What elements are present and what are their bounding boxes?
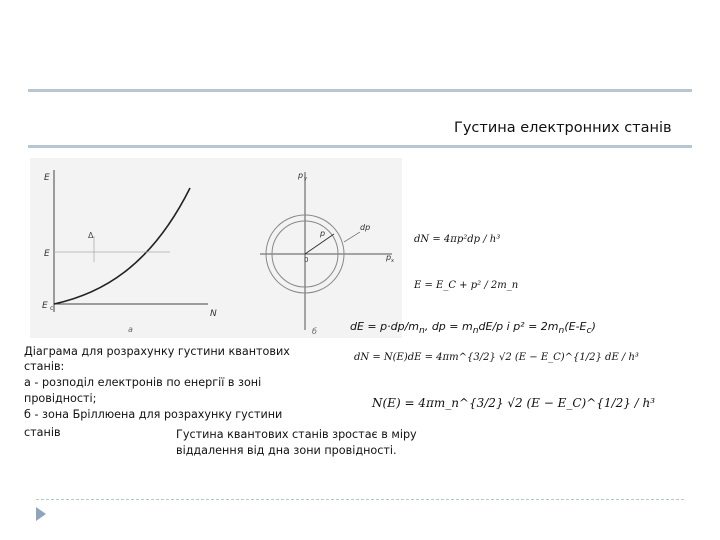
energy-relation-text: dE = $p\cdot dp/m_n$, dp = $m_ndE/p$ і $p^2 = 2m_n(E-E_c)$ [350,320,596,337]
delta-marker: Δ [88,231,94,240]
caption-line-2: станів: [24,360,65,373]
tick-ec-label: E [42,301,48,311]
panel-b-label: б [312,327,317,336]
axis-px-subscript: x [391,258,394,264]
equation-energy-momentum: E = E_C + p² / 2m_n [414,280,519,291]
axis-px-label: p [386,253,392,262]
density-of-states-figure [30,158,402,338]
note-line-2: віддалення від дна зони провідності. [176,444,397,457]
top-rule [28,89,692,92]
caption-line-1: Діаграма для розрахунку густини квантових [24,345,290,358]
title-underline-rule [28,145,692,148]
slide-title: Густина електронних станів [454,120,672,136]
origin-label: 0 [304,256,309,264]
axis-n-label: N [210,309,217,319]
panel-a-label: а [128,325,133,334]
axis-py-subscript: y [304,176,307,182]
tick-ec-subscript: c [50,305,54,312]
equation-dn-momentum: dN = 4πp²dp / h³ [414,234,501,245]
axis-e-label: E [44,173,50,183]
equation-dn-energy: dN = N(E)dE = 4πm^{3/2} √2 (E − E_C)^{1/2} dE / h³ [354,352,639,363]
caption-line-4: провідності; [24,392,97,405]
note-line-1: Густина квантових станів зростає в міру [176,428,417,441]
radius-label: p [320,229,326,238]
caption-line-6: станів [24,426,61,439]
tick-e-label: E [44,249,50,259]
footer-dashed-line [36,499,684,500]
equation-density-of-states: N(E) = 4πm_n^{3/2} √2 (E − E_C)^{1/2} / h³ [372,396,656,410]
axis-py-label: p [298,171,304,180]
play-triangle-icon[interactable] [35,506,47,522]
caption-line-5: б - зона Бріллюена для розрахунку густини [24,408,283,421]
caption-line-3: а - розподіл електронів по енергії в зоні [24,376,262,389]
shell-label: dp [360,223,371,232]
